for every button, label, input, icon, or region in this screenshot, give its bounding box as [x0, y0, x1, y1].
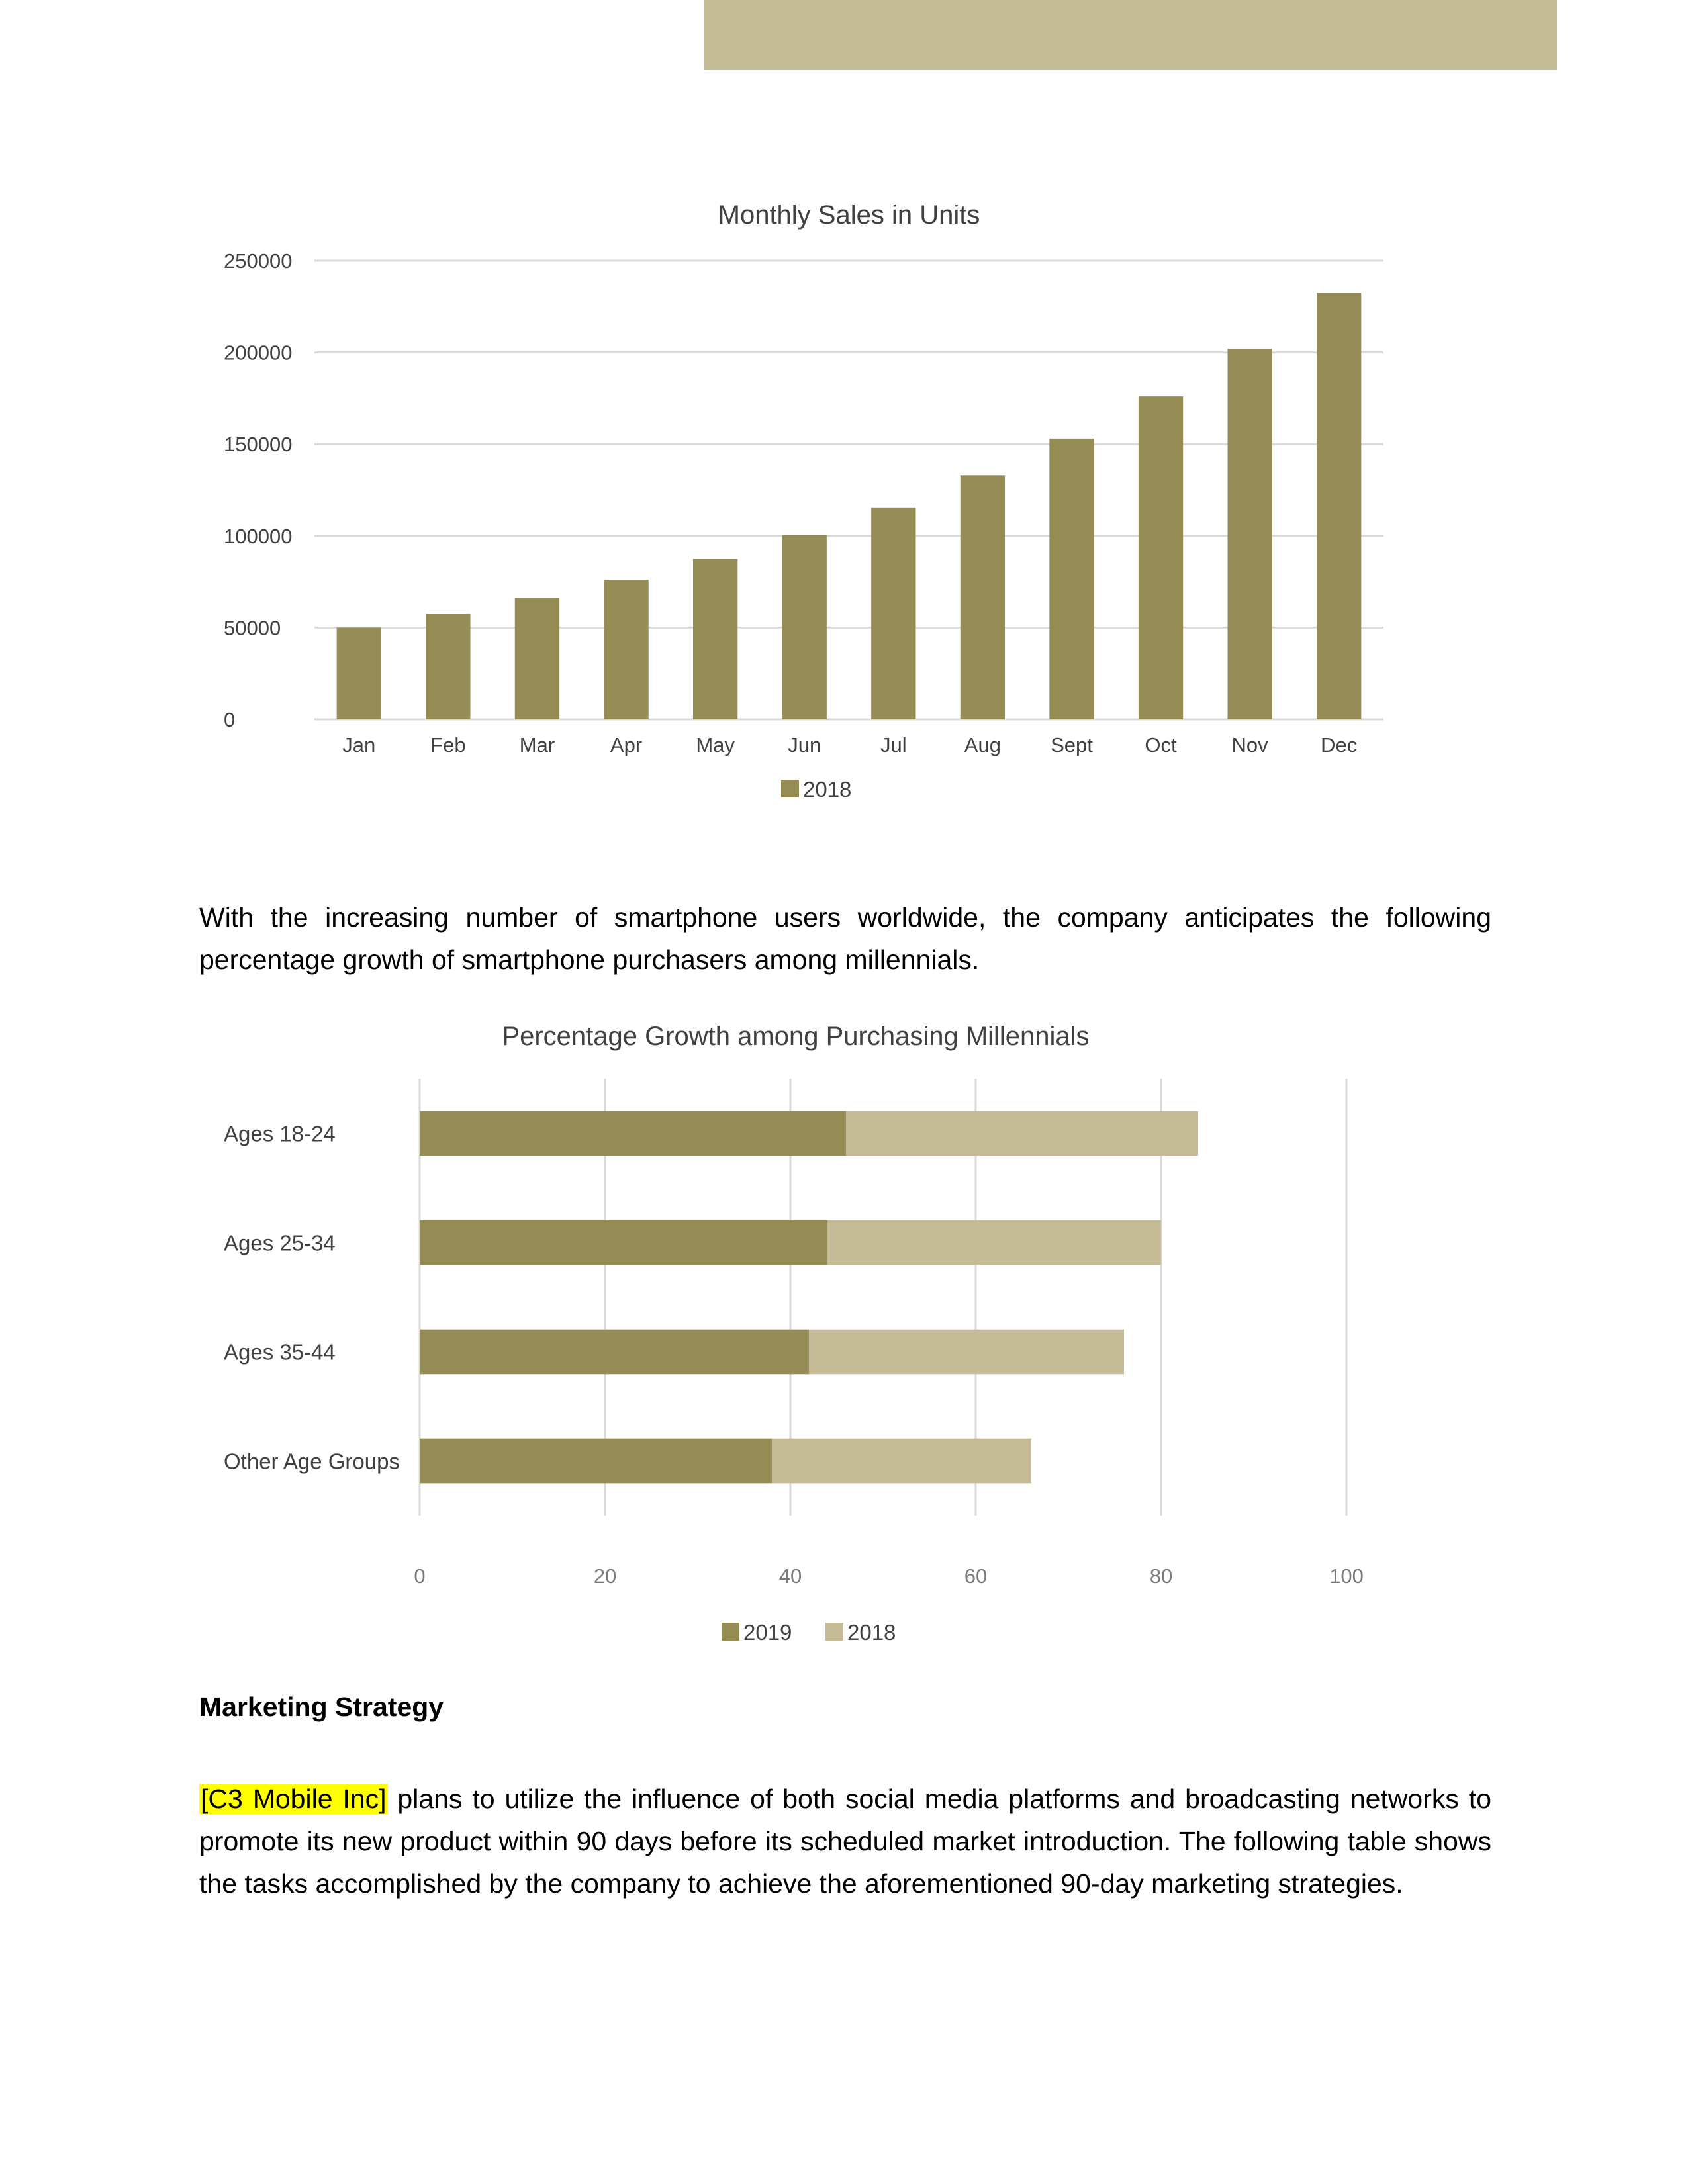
x-tick-label: 60 — [964, 1565, 988, 1588]
x-tick-label: Feb — [430, 733, 466, 756]
legend-label: 2018 — [847, 1620, 896, 1645]
bar-2018-4 — [772, 1439, 1031, 1484]
category-label: Ages 35-44 — [224, 1340, 336, 1365]
legend-label: 2019 — [743, 1620, 792, 1645]
bar-2019-1 — [420, 1111, 846, 1156]
x-tick-label: Jan — [342, 733, 376, 756]
legend-swatch — [722, 1623, 739, 1641]
x-tick-label: Oct — [1145, 733, 1177, 756]
x-tick-label: Dec — [1321, 733, 1358, 756]
bar-sept — [1049, 439, 1094, 719]
bar-aug — [961, 475, 1005, 719]
bar-nov — [1227, 349, 1272, 719]
bar-jan — [337, 627, 381, 719]
x-tick-label: 0 — [414, 1565, 426, 1588]
x-tick-label: May — [696, 733, 735, 756]
x-tick-label: 20 — [593, 1565, 617, 1588]
bar-2018-1 — [846, 1111, 1198, 1156]
bar-jun — [782, 535, 827, 719]
chart-title: Percentage Growth among Purchasing Millennials — [502, 1022, 1090, 1051]
intro-paragraph: With the increasing number of smartphone users worldwide, the company anticipates the following percentage growth of smartphone purchasers among millennials. — [199, 902, 1491, 975]
bar-2018-3 — [809, 1330, 1124, 1375]
y-tick-label: 50000 — [224, 616, 281, 640]
y-tick-label: 100000 — [224, 524, 293, 548]
monthly-sales-chart — [0, 185, 1688, 834]
header-band — [704, 0, 1557, 70]
x-tick-label: Nov — [1231, 733, 1268, 756]
bar-mar — [515, 598, 559, 719]
y-tick-label: 200000 — [224, 341, 293, 365]
y-tick-label: 150000 — [224, 433, 293, 457]
company-placeholder: [C3 Mobile Inc] — [201, 1784, 387, 1814]
bar-oct — [1139, 396, 1183, 719]
x-tick-label: Mar — [519, 733, 555, 756]
chart-title: Monthly Sales in Units — [718, 201, 980, 230]
marketing-paragraph-text: plans to utilize the influence of both social media platforms and broadcasting networks to promote its new product within 90 days before its scheduled market introduction. The following table shows the tasks accomplished by the company to achieve the aforementioned 90-day marketing strategies. — [199, 1784, 1491, 1899]
bar-apr — [604, 580, 648, 719]
bar-2018-2 — [827, 1220, 1161, 1265]
x-tick-label: 100 — [1329, 1565, 1364, 1588]
category-label: Other Age Groups — [224, 1449, 400, 1474]
bar-feb — [426, 614, 470, 719]
y-tick-label: 0 — [224, 708, 236, 731]
section-heading: Marketing Strategy — [199, 1692, 444, 1722]
y-tick-label: 250000 — [224, 250, 293, 273]
bar-may — [693, 559, 737, 719]
growth-chart — [0, 1013, 1688, 1674]
x-tick-label: Apr — [610, 733, 643, 756]
x-tick-label: Jul — [880, 733, 907, 756]
x-tick-label: 40 — [778, 1565, 802, 1588]
bar-dec — [1317, 293, 1361, 719]
bar-2019-4 — [420, 1439, 772, 1484]
legend-swatch — [825, 1623, 843, 1641]
x-tick-label: Aug — [964, 733, 1001, 756]
marketing-paragraph — [199, 1778, 1491, 1905]
category-label: Ages 18-24 — [224, 1121, 336, 1146]
bar-2019-3 — [420, 1330, 809, 1375]
bar-jul — [871, 508, 915, 719]
bar-2019-2 — [420, 1220, 827, 1265]
category-label: Ages 25-34 — [224, 1230, 336, 1255]
x-tick-label: 80 — [1149, 1565, 1173, 1588]
legend-swatch — [781, 780, 799, 797]
legend-label: 2018 — [803, 777, 852, 801]
x-tick-label: Jun — [788, 733, 821, 756]
x-tick-label: Sept — [1051, 733, 1093, 756]
